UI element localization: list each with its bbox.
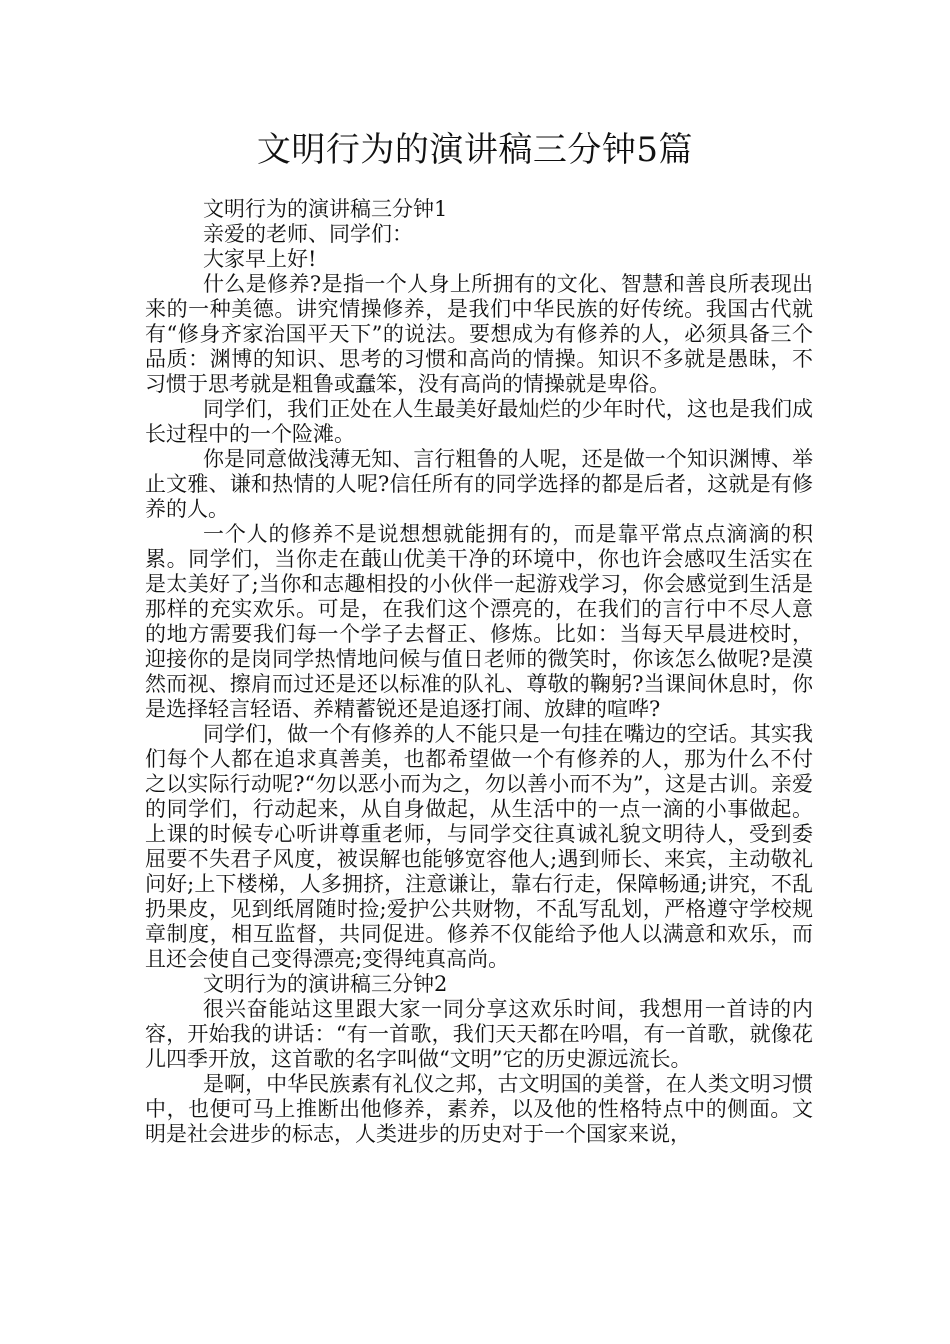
body-paragraph: 是啊，中华民族素有礼仪之邦，古文明国的美誉，在人类文明习惯中，也便可马上推断出他修养，素养，以及他的性格特点中的侧面。文明是社会进步的标志，人类进步的历史对于一个国家来说，: [145, 1072, 813, 1146]
document-body: [145, 197, 813, 1147]
body-paragraph: 什么是修养?是指一个人身上所拥有的文化、智慧和善良所表现出来的一种美德。讲究情操修养，是我们中华民族的好传统。我国古代就有“修身齐家治国平天下”的说法。要想成为有修养的人，必须具备三个品质：渊博的知识、思考的习惯和高尚的情操。知识不多就是愚昧，不习惯于思考就是粗鲁或蠢笨，没有高尚的情操就是卑俗。: [145, 272, 813, 396]
body-paragraph: 你是同意做浅薄无知、言行粗鲁的人呢，还是做一个知识渊博、举止文雅、谦和热情的人呢?信任所有的同学选择的都是后者，这就是有修养的人。: [145, 447, 813, 521]
greeting: 大家早上好!: [203, 247, 317, 271]
speech-heading-2: 文明行为的演讲稿三分钟2: [203, 972, 448, 996]
document-title: 文明行为的演讲稿三分钟5篇: [256, 130, 694, 170]
salutation: 亲爱的老师、同学们：: [203, 222, 413, 246]
body-paragraph: 同学们，我们正处在人生最美好最灿烂的少年时代，这也是我们成长过程中的一个险滩。: [145, 397, 813, 446]
body-paragraph: 一个人的修养不是说想想就能拥有的，而是靠平常点点滴滴的积累。同学们，当你走在蕺山优美干净的环境中，你也许会感叹生活实在是太美好了;当你和志趣相投的小伙伴一起游戏学习，你会感觉到生活是那样的充实欢乐。可是，在我们这个漂亮的，在我们的言行中不尽人意的地方需要我们每一个学子去督正、修炼。比如：当每天早晨进校时，迎接你的是岗同学热情地问候与值日老师的微笑时，你该怎么做呢?是漠然而视、擦肩而过还是还以标准的队礼、尊敬的鞠躬?当课间休息时，你是选择轻言轻语、养精蓄锐还是追逐打闹、放肆的喧哗?: [145, 522, 813, 721]
body-paragraph: 同学们，做一个有修养的人不能只是一句挂在嘴边的空话。其实我们每个人都在追求真善美，也都希望做一个有修养的人，那为什么不付之以实际行动呢?“勿以恶小而为之，勿以善小而不为”，这是古训。亲爱的同学们，行动起来，从自身做起，从生活中的一点一滴的小事做起。上课的时候专心听讲尊重老师，与同学交往真诚礼貌文明待人，受到委屈要不失君子风度，被误解也能够宽容他人;遇到师长、来宾，主动敬礼问好;上下楼梯，人多拥挤，注意谦让，靠右行走，保障畅通;讲究，不乱扔果皮，见到纸屑随时捡;爱护公共财物，不乱写乱划，严格遵守学校规章制度，相互监督，共同促进。修养不仅能给予他人以满意和欢乐，而且还会使自己变得漂亮;变得纯真高尚。: [145, 722, 813, 971]
body-paragraph: 很兴奋能站这里跟大家一同分享这欢乐时间，我想用一首诗的内容，开始我的讲话：“有一首歌，我们天天都在吟唱，有一首歌，就像花儿四季开放，这首歌的名字叫做“文明”它的历史源远流长。: [145, 997, 813, 1071]
speech-heading-1: 文明行为的演讲稿三分钟1: [203, 197, 448, 221]
